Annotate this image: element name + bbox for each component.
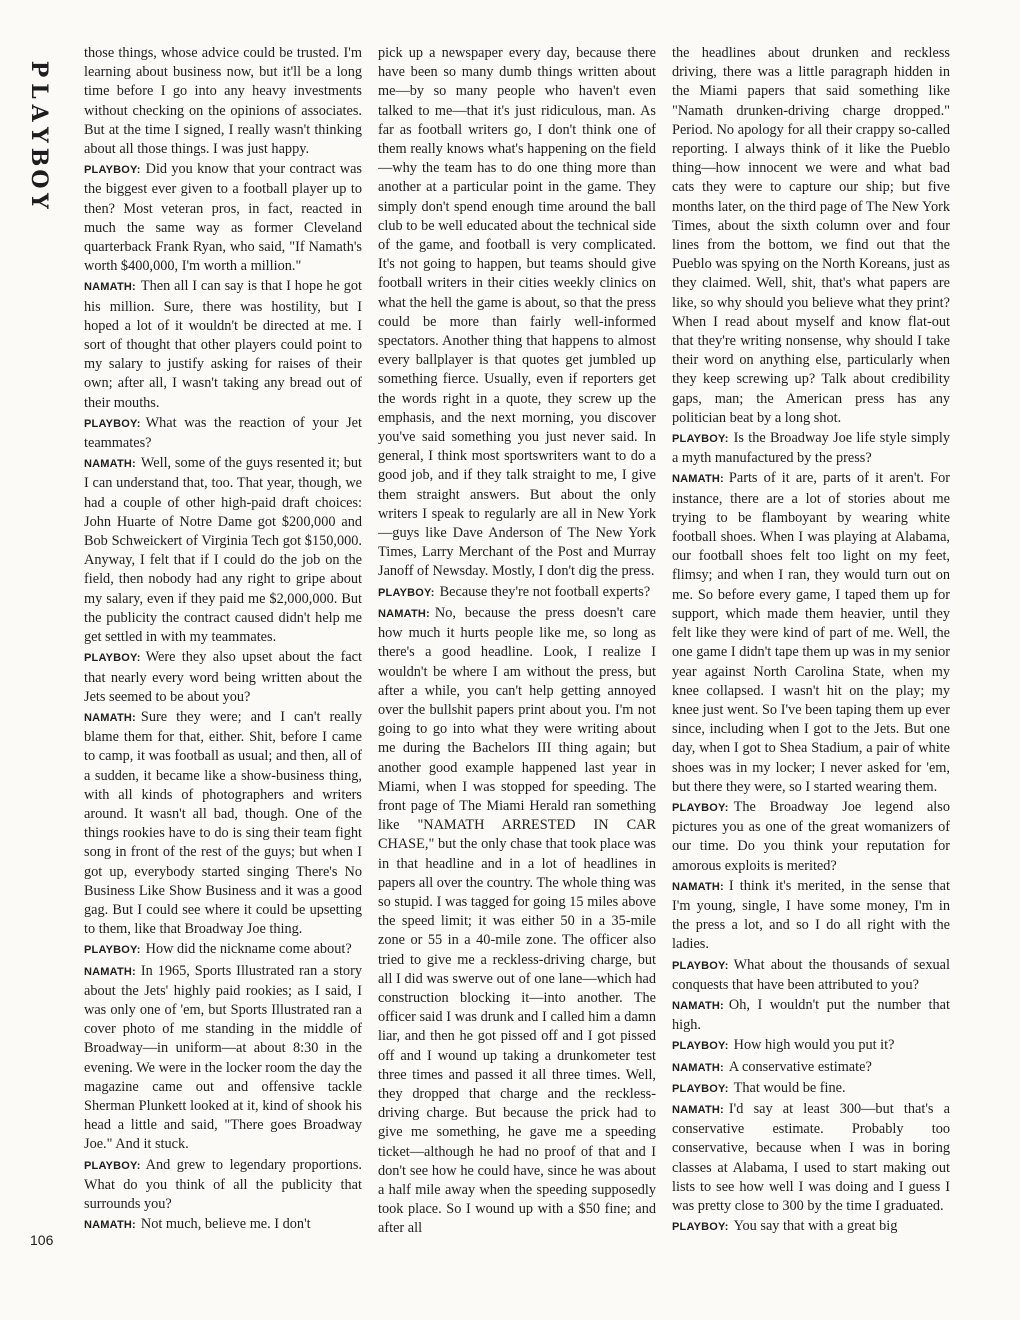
- interview-paragraph: [672, 429, 950, 468]
- interview-paragraph: [672, 1100, 950, 1216]
- paragraph-text: those things, whose advice could be trusted. I'm learning about business now, but it'll be a long time before I go into any heavy investments without checking on the opinions of associates. But at the time I signed, I really wasn't thinking about all those things. I was just happy.: [84, 45, 362, 158]
- logo-letter: L: [26, 83, 52, 99]
- paragraph-text: Is the Broadway Joe life style simply a myth manufactured by the press?: [672, 430, 950, 467]
- logo-letter: Y: [26, 127, 52, 143]
- text-column-2: [378, 44, 656, 1294]
- paragraph-text: And grew to legendary proportions. What do you think of all the publicity that surrounds you?: [84, 1156, 362, 1212]
- interview-paragraph: [84, 940, 362, 960]
- interview-paragraph: [378, 604, 656, 1239]
- text-column-1: [84, 44, 362, 1294]
- speaker-label: NAMATH:: [672, 999, 724, 1012]
- interview-paragraph: [672, 469, 950, 796]
- paragraph-text: What about the thousands of sexual conquests that have been attributed to you?: [672, 956, 950, 993]
- interview-paragraph: [378, 583, 656, 603]
- logo-letter: O: [26, 169, 52, 189]
- speaker-label: PLAYBOY:: [672, 1221, 729, 1234]
- interview-paragraph: [672, 1058, 950, 1078]
- interview-paragraph: [84, 160, 362, 276]
- speaker-label: PLAYBOY:: [378, 586, 435, 599]
- speaker-label: PLAYBOY:: [672, 801, 729, 814]
- interview-paragraph: [378, 44, 656, 582]
- paragraph-text: I'd say at least 300—but that's a conservative estimate. Probably too conservative, because when I was in boring classes at Alabama, I used to start making out lists to see how well I was doing and I guess I was pretty close to 300 by the time I graduated.: [672, 1100, 950, 1214]
- interview-paragraph: [84, 1156, 362, 1215]
- paragraph-text: the headlines about drunken and reckless driving, there was a little paragraph hidden in the Miami papers that said something like "Namath drunken-driving charge dropped." Period. No apology for all their crappy so-called reporting. I always think of it like the Pueblo thing—how innocent we were and what bad cats they were to capture our ship; but five months later, on the third page of The New York Times, about the sixth column over and four lines from the bottom, we find out that the Pueblo was spying on the North Koreans, just as they claimed. Well, shit, that's what papers are like, so why should you believe what they print? When I read about myself and know flat-out that they're writing nonsense, why should I take their word on anything else, particularly when they keep screwing up? Talk about credibility gaps, man; the American press has any politician beat by a long shot.: [672, 45, 950, 426]
- paragraph-text: Sure they were; and I can't really blame them for that, either. Shit, before I came to camp, it was football as usual; and then, all of a sudden, it became like a show-business thing, with all kinds of photographers and writers around. It wasn't all bad, though. One of the things rookies have to do is sing their team fight song in front of the rest of the guys; but when I got up, everybody started singing There's No Business Like Show Business and it was a good gag. But I could see where it could be upsetting to them, like that Broadway Joe thing.: [84, 708, 362, 938]
- speaker-label: NAMATH:: [672, 880, 724, 893]
- logo-letter: P: [26, 60, 52, 78]
- speaker-label: PLAYBOY:: [84, 164, 141, 177]
- paragraph-text: Well, some of the guys resented it; but I can understand that, too. That year, though, we had a couple of other high-paid draft choices: John Huarte of Notre Dame got $200,000 and Bob Schweickert of Virginia Tech got $150,000. Anyway, I felt that if I could do the job on the field, then nobody had any right to gripe about my salary, even if they paid me $2,000,000. But the publicity the contract caused didn't help me get settled in with my teammates.: [84, 455, 362, 646]
- paragraph-text: Parts of it are, parts of it aren't. For instance, there are a lot of stories about me trying to be flamboyant by wearing white football shoes. When I was playing at Alabama, our football shoes felt too light on my feet, flimsy; and when I ran, they would turn out on me. So before every game, I taped them up for support, which made them heavier, until they felt like they were kind of part of me. Well, the one game I didn't tape them up was in my senior year against North Carolina State, when my knee collapsed. I wasn't hit on the play; my knee just went. So I've been taping them up ever since, including when I got to the Jets. But one day, when I got to Shea Stadium, a pair of white shoes was in my locker; I never asked for 'em, but there they were, so I started wearing them.: [672, 470, 950, 795]
- speaker-label: PLAYBOY:: [672, 433, 729, 446]
- magazine-logo-vertical: [22, 58, 56, 258]
- interview-paragraph: [672, 1217, 950, 1237]
- paragraph-text: How high would you put it?: [733, 1037, 895, 1054]
- paragraph-text: Then all I can say is that I hope he got his million. Sure, there was hostility, but I hoped a lot of it wouldn't be directed at me. I sort of thought that other players could point to my salary to justify asking for raises of their own; after all, I wasn't taking any bread out of their mouths.: [84, 278, 362, 411]
- paragraph-text: A conservative estimate?: [728, 1058, 872, 1075]
- speaker-label: NAMATH:: [84, 458, 136, 471]
- speaker-label: PLAYBOY:: [84, 1159, 141, 1172]
- paragraph-text: No, because the press doesn't care how much it hurts people like me, so long as there's a good headline. Look, I realize I wouldn't be where I am without the press, but after a while, you can't help getting annoyed over the bullshit papers print about you. I'm not going to go into what they were writing about me during the Bachelors III thing again; but another good example happened last year in Miami, when I was stopped for speeding. The front page of The Miami Herald ran something like "NAMATH ARRESTED IN CAR CHASE," but the only chase that took place was in that headline and in a lot of headlines in papers all over the country. The whole thing was so stupid. I was tagged for going 15 miles above the speed limit; it was either 50 in a 35-mile zone or 55 in a 40-mile zone. The officer also tried to give me a reckless-driving charge, but all I did was swerve out of one lane—which had construction blocking it—into another. The officer said I was drunk and I called him a damn liar, and then he got pissed off and I got pissed off and I wound up taking a drunkometer test three times and passed it all three times. Well, they dropped that charge and the reckless-driving charge. But because the prick had to give me something, he gave me a speeding ticket—although he had no proof of that and I don't see how he could have, since he was about a half mile away when the speeding supposedly took place. So I wound up with a $50 fine; and after all: [378, 604, 656, 1237]
- paragraph-text: That would be fine.: [733, 1079, 846, 1096]
- paragraph-text: In 1965, Sports Illustrated ran a story about the Jets' highly paid rookies; as I said, I was only one of 'em, but Sports Illustrated ran a cover photo of me standing in the middle of Broadway—in uniform—at about 8:30 in the evening. We were in the locker room the day the magazine came out and offensive tackle Sherman Plunkett looked at it, kind of shook his head a little and said, "There goes Broadway Joe." And it stuck.: [84, 962, 362, 1153]
- speaker-label: PLAYBOY:: [672, 1040, 729, 1053]
- paragraph-text: Oh, I wouldn't put the number that high.: [672, 996, 950, 1034]
- speaker-label: PLAYBOY:: [672, 1082, 729, 1095]
- text-column-3: [672, 44, 950, 1294]
- page-number: 106: [30, 1232, 54, 1248]
- interview-paragraph: [672, 1079, 950, 1099]
- speaker-label: NAMATH:: [84, 965, 136, 978]
- speaker-label: NAMATH:: [672, 1061, 724, 1074]
- paragraph-text: Were they also upset about the fact that nearly every word being written about the Jets seemed to be about you?: [84, 649, 362, 705]
- paragraph-text: How did the nickname come about?: [145, 941, 352, 958]
- interview-paragraph: [672, 44, 950, 428]
- interview-paragraph: [84, 962, 362, 1155]
- paragraph-text: I think it's merited, in the sense that I'm young, single, I have some money, I'm in the press a lot, and so I do all right with the ladies.: [672, 877, 950, 953]
- speaker-label: NAMATH:: [84, 1219, 136, 1232]
- paragraph-text: Did you know that your contract was the biggest ever given to a football player up to then? Most veteran pros, in fact, reacted in much the same way as former Cleveland quarterback Frank Ryan, who said, "If Namath's worth $400,000, I'm worth a million.": [84, 161, 362, 275]
- interview-paragraph: [84, 277, 362, 412]
- interview-paragraph: [672, 956, 950, 995]
- logo-letter: A: [26, 104, 52, 122]
- speaker-label: NAMATH:: [378, 607, 430, 620]
- interview-paragraph: [672, 877, 950, 955]
- paragraph-text: What was the reaction of your Jet teammates?: [84, 414, 362, 452]
- interview-paragraph: [84, 1215, 362, 1235]
- interview-paragraph: [84, 708, 362, 939]
- paragraph-text: Not much, believe me. I don't: [140, 1216, 311, 1233]
- interview-paragraph: [84, 414, 362, 453]
- speaker-label: NAMATH:: [84, 281, 136, 294]
- paragraph-text: pick up a newspaper every day, because there have been so many dumb things written about me—by so many people who haven't even talked to me—that it's just ridiculous, man. As far as football writers go, I don't think one of them really knows what's happening on the field—why the team has to do one thing more than another at a particular point in the game. They simply don't spend enough time around the ball club to be well educated about the technical side of the game, and football is very complicated. It's not going to happen, but teams should give football writers in their cities weekly clinics on what the hell the game is about, so that the press could be more than fairly well-informed spectators. Another thing that happens to almost every ballplayer is that quotes get jumbled up something fierce. Usually, even if reporters get the words right in a quote, they screw up the emphasis, and the next morning, you discover you've said something you just never said. In general, I think most sportswriters want to do a good job, and if they talk straight to me, I give them straight answers. But about the only writers I speak to regularly are all in New York—guys like Dave Anderson of The New York Times, Larry Merchant of the Post and Murray Janoff of Newsday. Mostly, I don't dig the press.: [378, 45, 656, 580]
- interview-paragraph: [672, 996, 950, 1035]
- speaker-label: PLAYBOY:: [84, 417, 141, 430]
- speaker-label: NAMATH:: [672, 1103, 724, 1116]
- paragraph-text: You say that with a great big: [733, 1218, 898, 1235]
- interview-paragraph: [84, 648, 362, 707]
- speaker-label: PLAYBOY:: [672, 959, 729, 972]
- interview-paragraph: [84, 44, 362, 159]
- interview-paragraph: [672, 798, 950, 876]
- speaker-label: NAMATH:: [672, 473, 724, 486]
- paragraph-text: The Broadway Joe legend also pictures you as one of the great womanizers of our time. Do you think your reputation for amorous exploits is merited?: [672, 798, 950, 874]
- speaker-label: PLAYBOY:: [84, 652, 141, 665]
- logo-letter: Y: [26, 193, 52, 209]
- speaker-label: PLAYBOY:: [84, 944, 141, 957]
- interview-paragraph: [84, 454, 362, 647]
- interview-paragraph: [672, 1036, 950, 1056]
- speaker-label: NAMATH:: [84, 711, 136, 724]
- logo-letter: B: [26, 147, 52, 167]
- paragraph-text: Because they're not football experts?: [439, 583, 651, 600]
